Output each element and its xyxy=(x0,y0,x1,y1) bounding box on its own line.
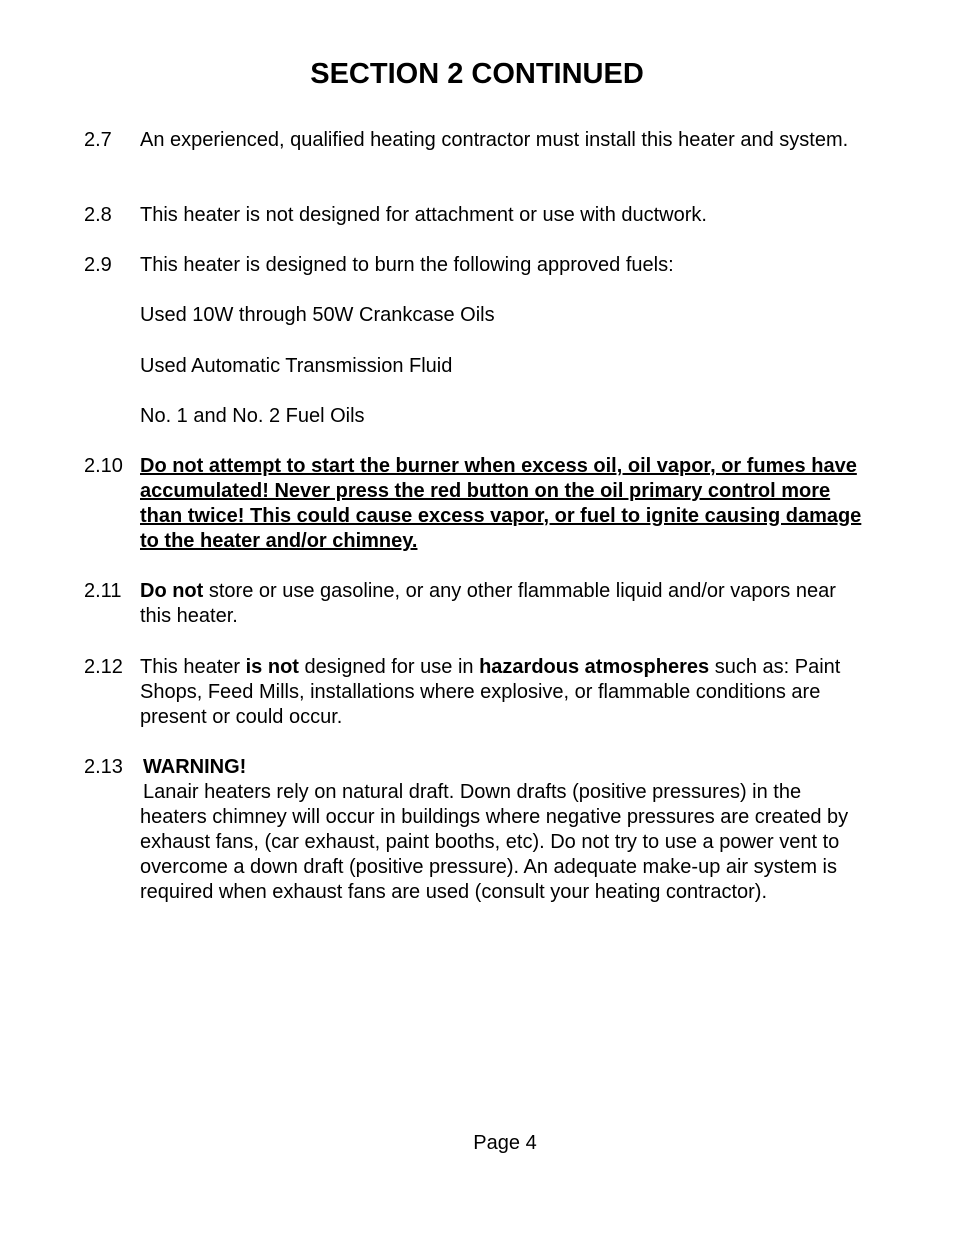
section-item-2-8 xyxy=(84,203,884,228)
item-number: 2.8 xyxy=(84,204,112,226)
page-number: Page 4 xyxy=(473,1132,537,1154)
bold-phrase-2: hazardous atmospheres xyxy=(479,656,710,678)
section-item-2-10 xyxy=(84,454,884,554)
bold-phrase-1: is not xyxy=(245,656,299,678)
section-item-2-12 xyxy=(84,655,884,730)
text-part-3: such as: Paint Shops, Feed Mills, installations where explosive, or flammable conditions are present or could occur. xyxy=(140,656,841,728)
item-text xyxy=(140,655,865,730)
section-item-2-9 xyxy=(84,253,884,278)
item-text-rest: store or use gasoline, or any other flammable liquid and/or vapors near this heater. xyxy=(140,580,836,627)
item-number: 2.9 xyxy=(84,254,112,276)
item-number: 2.12 xyxy=(84,656,123,678)
warning-text: Lanair heaters rely on natural draft. Down drafts (positive pressures) in the heaters chimney will occur in buildings where negative pressures are created by exhaust fans, (car exhaust, paint booths, etc). Do not try to use a power vent to overcome a down draft (positive pressure). An adequate make-up air system is required when exhaust fans are used (consult your heating contractor). xyxy=(140,781,849,903)
section-item-2-7 xyxy=(84,128,884,153)
section-item-2-13 xyxy=(84,755,884,905)
text-part-1: This heater xyxy=(140,656,246,678)
item-number: 2.11 xyxy=(84,580,122,602)
page-title: SECTION 2 CONTINUED xyxy=(310,58,644,90)
item-number: 2.10 xyxy=(84,455,123,477)
fuel-list-item: No. 1 and No. 2 Fuel Oils xyxy=(140,405,365,427)
text-part-2: designed for use in xyxy=(298,656,480,678)
bold-lead: Do not xyxy=(140,580,204,602)
item-number: 2.7 xyxy=(84,129,112,151)
item-warning-text: Do not attempt to start the burner when excess oil, oil vapor, or fumes have accumulated! Never press the red button on the oil primary control more than twice! This could cause excess vapor, or fuel to ignite causing damage to the heater and/or chimney. xyxy=(140,455,862,552)
item-text: This heater is not designed for attachment or use with ductwork. xyxy=(140,204,707,226)
section-item-2-11 xyxy=(84,579,884,629)
item-text xyxy=(140,579,865,629)
warning-heading: WARNING! xyxy=(143,756,247,778)
item-text: An experienced, qualified heating contractor must install this heater and system. xyxy=(140,129,849,151)
item-number: 2.13 xyxy=(84,756,123,778)
fuel-list-item: Used Automatic Transmission Fluid xyxy=(140,355,453,377)
fuel-list-item: Used 10W through 50W Crankcase Oils xyxy=(140,304,495,326)
item-text: This heater is designed to burn the following approved fuels: xyxy=(140,254,674,276)
